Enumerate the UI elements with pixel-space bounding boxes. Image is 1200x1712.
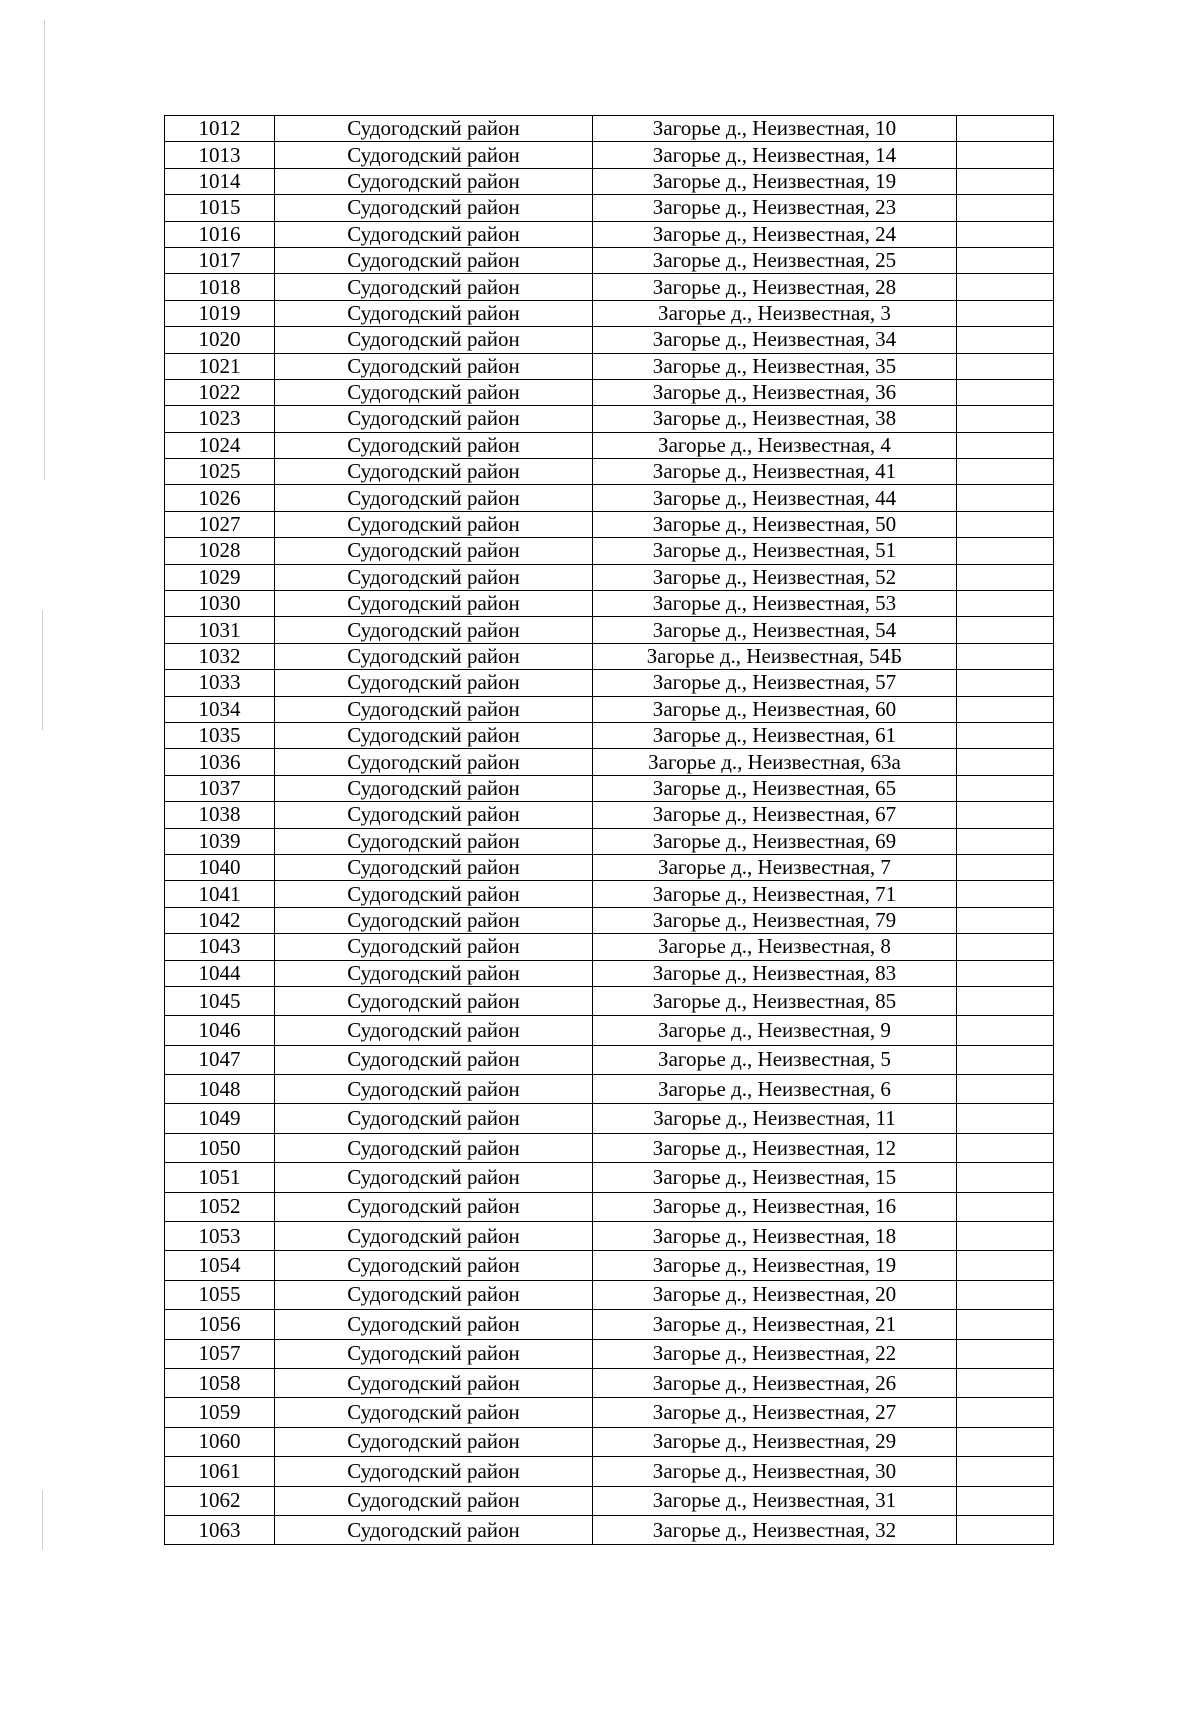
address-cell: Загорье д., Неизвестная, 18	[593, 1222, 957, 1251]
empty-cell	[957, 749, 1054, 775]
address-cell: Загорье д., Неизвестная, 36	[593, 379, 957, 405]
row-number-cell: 1017	[165, 247, 275, 273]
empty-cell	[957, 1133, 1054, 1162]
row-number-cell: 1026	[165, 485, 275, 511]
table-row	[165, 353, 1054, 379]
empty-cell	[957, 1339, 1054, 1368]
address-cell: Загорье д., Неизвестная, 44	[593, 485, 957, 511]
row-number-cell: 1020	[165, 327, 275, 353]
table-row	[165, 1515, 1054, 1544]
empty-cell	[957, 538, 1054, 564]
empty-cell	[957, 1515, 1054, 1544]
empty-cell	[957, 168, 1054, 194]
table-row	[165, 1045, 1054, 1074]
empty-cell	[957, 986, 1054, 1015]
row-number-cell: 1021	[165, 353, 275, 379]
address-cell: Загорье д., Неизвестная, 16	[593, 1192, 957, 1221]
row-number-cell: 1062	[165, 1486, 275, 1515]
district-cell: Судогодский район	[275, 406, 593, 432]
empty-cell	[957, 379, 1054, 405]
empty-cell	[957, 828, 1054, 854]
empty-cell	[957, 432, 1054, 458]
district-cell: Судогодский район	[275, 168, 593, 194]
table-row	[165, 168, 1054, 194]
district-cell: Судогодский район	[275, 1045, 593, 1074]
address-cell: Загорье д., Неизвестная, 21	[593, 1310, 957, 1339]
empty-cell	[957, 406, 1054, 432]
district-cell: Судогодский район	[275, 1339, 593, 1368]
table-row	[165, 881, 1054, 907]
address-cell: Загорье д., Неизвестная, 52	[593, 564, 957, 590]
table-row	[165, 1104, 1054, 1133]
empty-cell	[957, 247, 1054, 273]
row-number-cell: 1013	[165, 142, 275, 168]
empty-cell	[957, 617, 1054, 643]
table-row	[165, 221, 1054, 247]
row-number-cell: 1028	[165, 538, 275, 564]
row-number-cell: 1034	[165, 696, 275, 722]
row-number-cell: 1060	[165, 1427, 275, 1456]
district-cell: Судогодский район	[275, 327, 593, 353]
district-cell: Судогодский район	[275, 538, 593, 564]
table-row	[165, 1339, 1054, 1368]
row-number-cell: 1049	[165, 1104, 275, 1133]
address-cell: Загорье д., Неизвестная, 4	[593, 432, 957, 458]
table-row	[165, 459, 1054, 485]
table-row	[165, 406, 1054, 432]
table-row	[165, 1457, 1054, 1486]
table-row	[165, 142, 1054, 168]
table-row	[165, 1163, 1054, 1192]
scan-artifact-line	[42, 610, 43, 730]
empty-cell	[957, 564, 1054, 590]
table-row	[165, 960, 1054, 986]
address-cell: Загорье д., Неизвестная, 32	[593, 1515, 957, 1544]
table-row	[165, 617, 1054, 643]
table-row	[165, 722, 1054, 748]
district-cell: Судогодский район	[275, 670, 593, 696]
address-cell: Загорье д., Неизвестная, 28	[593, 274, 957, 300]
table-row	[165, 828, 1054, 854]
table-row	[165, 195, 1054, 221]
address-cell: Загорье д., Неизвестная, 14	[593, 142, 957, 168]
row-number-cell: 1044	[165, 960, 275, 986]
table-row	[165, 247, 1054, 273]
table-row	[165, 1310, 1054, 1339]
table-row	[165, 274, 1054, 300]
table-row	[165, 670, 1054, 696]
address-cell: Загорье д., Неизвестная, 69	[593, 828, 957, 854]
district-cell: Судогодский район	[275, 1398, 593, 1427]
row-number-cell: 1035	[165, 722, 275, 748]
address-cell: Загорье д., Неизвестная, 51	[593, 538, 957, 564]
row-number-cell: 1052	[165, 1192, 275, 1221]
row-number-cell: 1050	[165, 1133, 275, 1162]
empty-cell	[957, 1486, 1054, 1515]
district-cell: Судогодский район	[275, 1457, 593, 1486]
table-row	[165, 327, 1054, 353]
address-cell: Загорье д., Неизвестная, 85	[593, 986, 957, 1015]
district-cell: Судогодский район	[275, 881, 593, 907]
address-cell: Загорье д., Неизвестная, 65	[593, 775, 957, 801]
table-row	[165, 1133, 1054, 1162]
empty-cell	[957, 1310, 1054, 1339]
district-cell: Судогодский район	[275, 934, 593, 960]
table-row	[165, 643, 1054, 669]
district-cell: Судогодский район	[275, 775, 593, 801]
scan-artifact-line	[42, 1490, 43, 1550]
district-cell: Судогодский район	[275, 1486, 593, 1515]
table-row	[165, 775, 1054, 801]
empty-cell	[957, 1045, 1054, 1074]
row-number-cell: 1038	[165, 802, 275, 828]
empty-cell	[957, 1163, 1054, 1192]
empty-cell	[957, 1457, 1054, 1486]
row-number-cell: 1043	[165, 934, 275, 960]
row-number-cell: 1039	[165, 828, 275, 854]
address-cell: Загорье д., Неизвестная, 22	[593, 1339, 957, 1368]
row-number-cell: 1046	[165, 1016, 275, 1045]
address-cell: Загорье д., Неизвестная, 54Б	[593, 643, 957, 669]
row-number-cell: 1048	[165, 1075, 275, 1104]
address-cell: Загорье д., Неизвестная, 79	[593, 907, 957, 933]
table-row	[165, 485, 1054, 511]
district-cell: Судогодский район	[275, 1310, 593, 1339]
empty-cell	[957, 485, 1054, 511]
district-cell: Судогодский район	[275, 1016, 593, 1045]
address-cell: Загорье д., Неизвестная, 6	[593, 1075, 957, 1104]
empty-cell	[957, 274, 1054, 300]
district-cell: Судогодский район	[275, 195, 593, 221]
empty-cell	[957, 511, 1054, 537]
district-cell: Судогодский район	[275, 1104, 593, 1133]
address-cell: Загорье д., Неизвестная, 20	[593, 1280, 957, 1309]
row-number-cell: 1012	[165, 116, 275, 142]
row-number-cell: 1015	[165, 195, 275, 221]
row-number-cell: 1037	[165, 775, 275, 801]
address-cell: Загорье д., Неизвестная, 50	[593, 511, 957, 537]
address-cell: Загорье д., Неизвестная, 23	[593, 195, 957, 221]
empty-cell	[957, 960, 1054, 986]
empty-cell	[957, 1222, 1054, 1251]
table-row	[165, 1075, 1054, 1104]
address-cell: Загорье д., Неизвестная, 34	[593, 327, 957, 353]
district-cell: Судогодский район	[275, 432, 593, 458]
table-row	[165, 1016, 1054, 1045]
table-row	[165, 1368, 1054, 1397]
district-cell: Судогодский район	[275, 1251, 593, 1280]
address-table-body	[165, 116, 1054, 1545]
address-cell: Загорье д., Неизвестная, 27	[593, 1398, 957, 1427]
district-cell: Судогодский район	[275, 116, 593, 142]
empty-cell	[957, 195, 1054, 221]
district-cell: Судогодский район	[275, 802, 593, 828]
empty-cell	[957, 1075, 1054, 1104]
district-cell: Судогодский район	[275, 142, 593, 168]
address-cell: Загорье д., Неизвестная, 54	[593, 617, 957, 643]
address-cell: Загорье д., Неизвестная, 9	[593, 1016, 957, 1045]
empty-cell	[957, 670, 1054, 696]
row-number-cell: 1031	[165, 617, 275, 643]
district-cell: Судогодский район	[275, 907, 593, 933]
row-number-cell: 1051	[165, 1163, 275, 1192]
district-cell: Судогодский район	[275, 1427, 593, 1456]
district-cell: Судогодский район	[275, 749, 593, 775]
table-row	[165, 511, 1054, 537]
row-number-cell: 1033	[165, 670, 275, 696]
row-number-cell: 1027	[165, 511, 275, 537]
empty-cell	[957, 353, 1054, 379]
table-row	[165, 854, 1054, 880]
empty-cell	[957, 1368, 1054, 1397]
address-cell: Загорье д., Неизвестная, 30	[593, 1457, 957, 1486]
empty-cell	[957, 907, 1054, 933]
district-cell: Судогодский район	[275, 1075, 593, 1104]
row-number-cell: 1045	[165, 986, 275, 1015]
empty-cell	[957, 696, 1054, 722]
row-number-cell: 1032	[165, 643, 275, 669]
row-number-cell: 1042	[165, 907, 275, 933]
address-cell: Загорье д., Неизвестная, 29	[593, 1427, 957, 1456]
row-number-cell: 1023	[165, 406, 275, 432]
address-cell: Загорье д., Неизвестная, 31	[593, 1486, 957, 1515]
empty-cell	[957, 591, 1054, 617]
row-number-cell: 1055	[165, 1280, 275, 1309]
address-cell: Загорье д., Неизвестная, 8	[593, 934, 957, 960]
empty-cell	[957, 881, 1054, 907]
district-cell: Судогодский район	[275, 1368, 593, 1397]
row-number-cell: 1054	[165, 1251, 275, 1280]
address-cell: Загорье д., Неизвестная, 7	[593, 854, 957, 880]
address-cell: Загорье д., Неизвестная, 63а	[593, 749, 957, 775]
empty-cell	[957, 722, 1054, 748]
empty-cell	[957, 934, 1054, 960]
table-row	[165, 934, 1054, 960]
address-cell: Загорье д., Неизвестная, 10	[593, 116, 957, 142]
address-cell: Загорье д., Неизвестная, 3	[593, 300, 957, 326]
address-cell: Загорье д., Неизвестная, 19	[593, 1251, 957, 1280]
address-cell: Загорье д., Неизвестная, 19	[593, 168, 957, 194]
address-cell: Загорье д., Неизвестная, 71	[593, 881, 957, 907]
row-number-cell: 1059	[165, 1398, 275, 1427]
address-cell: Загорье д., Неизвестная, 83	[593, 960, 957, 986]
row-number-cell: 1063	[165, 1515, 275, 1544]
district-cell: Судогодский район	[275, 353, 593, 379]
table-row	[165, 300, 1054, 326]
empty-cell	[957, 1427, 1054, 1456]
district-cell: Судогодский район	[275, 511, 593, 537]
empty-cell	[957, 1280, 1054, 1309]
row-number-cell: 1014	[165, 168, 275, 194]
row-number-cell: 1041	[165, 881, 275, 907]
address-cell: Загорье д., Неизвестная, 25	[593, 247, 957, 273]
row-number-cell: 1029	[165, 564, 275, 590]
address-cell: Загорье д., Неизвестная, 41	[593, 459, 957, 485]
table-row	[165, 432, 1054, 458]
empty-cell	[957, 142, 1054, 168]
row-number-cell: 1030	[165, 591, 275, 617]
district-cell: Судогодский район	[275, 960, 593, 986]
table-row	[165, 696, 1054, 722]
district-cell: Судогодский район	[275, 722, 593, 748]
table-row	[165, 116, 1054, 142]
address-cell: Загорье д., Неизвестная, 61	[593, 722, 957, 748]
row-number-cell: 1058	[165, 1368, 275, 1397]
district-cell: Судогодский район	[275, 1280, 593, 1309]
district-cell: Судогодский район	[275, 854, 593, 880]
row-number-cell: 1056	[165, 1310, 275, 1339]
address-cell: Загорье д., Неизвестная, 67	[593, 802, 957, 828]
table-row	[165, 749, 1054, 775]
address-cell: Загорье д., Неизвестная, 35	[593, 353, 957, 379]
empty-cell	[957, 1398, 1054, 1427]
address-cell: Загорье д., Неизвестная, 60	[593, 696, 957, 722]
district-cell: Судогодский район	[275, 459, 593, 485]
district-cell: Судогодский район	[275, 591, 593, 617]
table-row	[165, 538, 1054, 564]
district-cell: Судогодский район	[275, 617, 593, 643]
row-number-cell: 1057	[165, 1339, 275, 1368]
table-row	[165, 1486, 1054, 1515]
table-row	[165, 802, 1054, 828]
table-row	[165, 564, 1054, 590]
district-cell: Судогодский район	[275, 1222, 593, 1251]
table-row	[165, 591, 1054, 617]
table-row	[165, 379, 1054, 405]
district-cell: Судогодский район	[275, 986, 593, 1015]
row-number-cell: 1022	[165, 379, 275, 405]
row-number-cell: 1019	[165, 300, 275, 326]
empty-cell	[957, 802, 1054, 828]
row-number-cell: 1047	[165, 1045, 275, 1074]
district-cell: Судогодский район	[275, 643, 593, 669]
scan-artifact-line	[44, 20, 45, 480]
district-cell: Судогодский район	[275, 696, 593, 722]
address-cell: Загорье д., Неизвестная, 15	[593, 1163, 957, 1192]
address-cell: Загорье д., Неизвестная, 24	[593, 221, 957, 247]
row-number-cell: 1018	[165, 274, 275, 300]
empty-cell	[957, 116, 1054, 142]
table-row	[165, 1427, 1054, 1456]
row-number-cell: 1053	[165, 1222, 275, 1251]
address-cell: Загорье д., Неизвестная, 11	[593, 1104, 957, 1133]
table-row	[165, 1398, 1054, 1427]
row-number-cell: 1036	[165, 749, 275, 775]
table-row	[165, 1251, 1054, 1280]
district-cell: Судогодский район	[275, 247, 593, 273]
empty-cell	[957, 300, 1054, 326]
empty-cell	[957, 221, 1054, 247]
district-cell: Судогодский район	[275, 1133, 593, 1162]
district-cell: Судогодский район	[275, 1163, 593, 1192]
row-number-cell: 1040	[165, 854, 275, 880]
empty-cell	[957, 1016, 1054, 1045]
row-number-cell: 1016	[165, 221, 275, 247]
address-table	[164, 115, 1054, 1545]
district-cell: Судогодский район	[275, 300, 593, 326]
address-cell: Загорье д., Неизвестная, 57	[593, 670, 957, 696]
row-number-cell: 1024	[165, 432, 275, 458]
district-cell: Судогодский район	[275, 1192, 593, 1221]
empty-cell	[957, 459, 1054, 485]
empty-cell	[957, 1192, 1054, 1221]
district-cell: Судогодский район	[275, 379, 593, 405]
empty-cell	[957, 1104, 1054, 1133]
empty-cell	[957, 643, 1054, 669]
district-cell: Судогодский район	[275, 221, 593, 247]
address-cell: Загорье д., Неизвестная, 53	[593, 591, 957, 617]
row-number-cell: 1025	[165, 459, 275, 485]
district-cell: Судогодский район	[275, 1515, 593, 1544]
table-row	[165, 1280, 1054, 1309]
table-row	[165, 1192, 1054, 1221]
address-cell: Загорье д., Неизвестная, 38	[593, 406, 957, 432]
table-row	[165, 1222, 1054, 1251]
empty-cell	[957, 327, 1054, 353]
district-cell: Судогодский район	[275, 564, 593, 590]
district-cell: Судогодский район	[275, 828, 593, 854]
row-number-cell: 1061	[165, 1457, 275, 1486]
district-cell: Судогодский район	[275, 274, 593, 300]
address-cell: Загорье д., Неизвестная, 12	[593, 1133, 957, 1162]
table-row	[165, 907, 1054, 933]
table-row	[165, 986, 1054, 1015]
district-cell: Судогодский район	[275, 485, 593, 511]
empty-cell	[957, 1251, 1054, 1280]
address-cell: Загорье д., Неизвестная, 5	[593, 1045, 957, 1074]
empty-cell	[957, 775, 1054, 801]
empty-cell	[957, 854, 1054, 880]
address-cell: Загорье д., Неизвестная, 26	[593, 1368, 957, 1397]
